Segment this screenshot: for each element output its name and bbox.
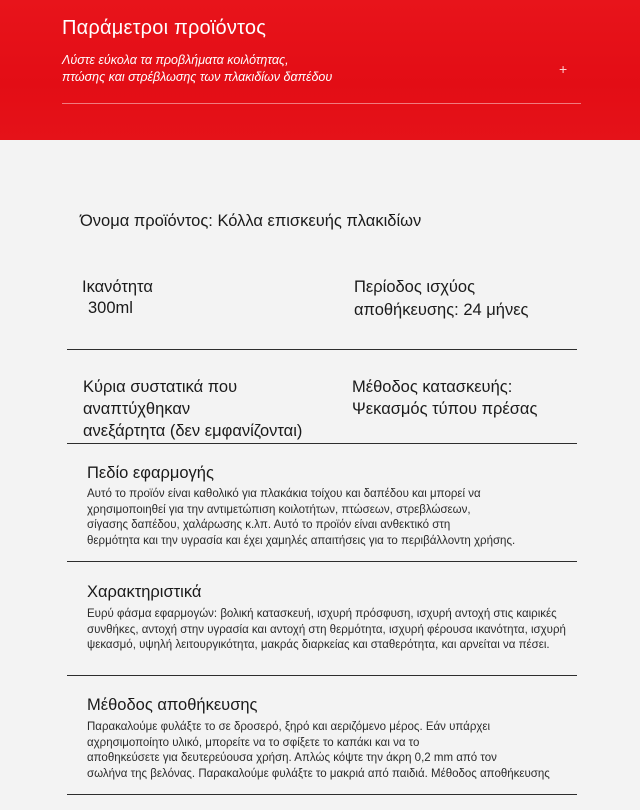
application-text-line: θερμότητα και την υγρασία και έχει χαμηλές απαιτήσεις για το περιβάλλοντη χρήσης. — [87, 534, 516, 547]
manufacturing-line: Μέθοδος κατασκευής: — [352, 378, 513, 396]
storage-text-line: σωλήνα της βελόνας. Παρακαλούμε φυλάξτε το μακριά από παιδιά. Μέθοδος αποθήκευσης — [87, 767, 550, 780]
ingredients-line: ανεξάρτητα (δεν εμφανίζονται) — [83, 422, 303, 440]
storage-text-line: Παρακαλούμε φυλάξτε το σε δροσερό, ξηρό και αεριζόμενο μέρος. Εάν υπάρχει — [87, 721, 491, 733]
application-text-line: χρησιμοποιηθεί για την αντιμετώπιση κοιλοτήτων, πτώσεων, στρεβλώσεων, — [87, 503, 471, 516]
divider — [67, 443, 577, 444]
header-subtitle-line: Λύστε εύκολα τα προβλήματα κοιλότητας, — [62, 53, 289, 67]
features-text-line: συνθήκες, αντοχή στην υγρασία και αντοχή στη θερμότητα, ισχυρή φέρουσα ικανότητα, ισχυρή — [87, 623, 566, 636]
shelf-life-line: Περίοδος ισχύος — [354, 278, 476, 296]
storage-text — [87, 720, 550, 782]
plus-icon: + — [559, 61, 568, 77]
header-banner — [0, 0, 640, 140]
header-subtitle-line: πτώσης και στρέβλωσης των πλακιδίων δαπέδου — [62, 70, 333, 84]
divider — [67, 349, 577, 350]
spec-sheet — [0, 140, 640, 810]
capacity-value: 300ml — [88, 299, 133, 317]
shelf-life-line: αποθήκευσης: 24 μήνες — [354, 301, 529, 319]
divider — [67, 675, 577, 676]
manufacturing-line: Ψεκασμός τύπου πρέσας — [352, 400, 538, 418]
ingredients-line: αναπτύχθηκαν — [83, 400, 191, 418]
storage-text-line: αχρησιμοποίητο υλικό, μπορείτε να το σφίξετε το καπάκι και να το — [87, 736, 420, 749]
features-text-line: Ευρύ φάσμα εφαρμογών: βολική κατασκευή, ισχυρή πρόσφυση, ισχυρή αντοχή στις καιρικές — [87, 608, 557, 620]
storage-text-line: αποθηκεύσετε για δευτερεύουσα χρήση. Απλώς κόψτε την άκρη 0,2 mm από τον — [87, 752, 497, 764]
ingredients-line: Κύρια συστατικά που — [83, 378, 238, 396]
features-title: Χαρακτηριστικά — [87, 583, 202, 601]
features-text — [87, 607, 566, 654]
header-subtitle — [62, 52, 422, 86]
capacity-label: Ικανότητα — [82, 278, 153, 296]
divider — [67, 794, 577, 795]
application-title: Πεδίο εφαρμογής — [87, 464, 214, 482]
header-divider — [62, 103, 581, 104]
product-name: Όνομα προϊόντος: Κόλλα επισκευής πλακιδίων — [80, 212, 422, 230]
page-title: Παράμετροι προϊόντος — [62, 17, 267, 39]
application-text-line: Αυτό το προϊόν είναι καθολικό για πλακάκια τοίχου και δαπέδου και μπορεί να — [87, 488, 481, 500]
divider — [67, 561, 577, 562]
features-text-line: ψεκασμό, υψηλή λειτουργικότητα, μακράς διαρκείας και σταθερότητα, και αρνείται να πέσει. — [87, 639, 550, 651]
storage-title: Μέθοδος αποθήκευσης — [87, 696, 258, 714]
application-text-line: σίγασης δαπέδου, χαλάρωσης κ.λπ. Αυτό το προϊόν είναι ανθεκτικό στη — [87, 519, 451, 531]
application-text — [87, 487, 515, 549]
